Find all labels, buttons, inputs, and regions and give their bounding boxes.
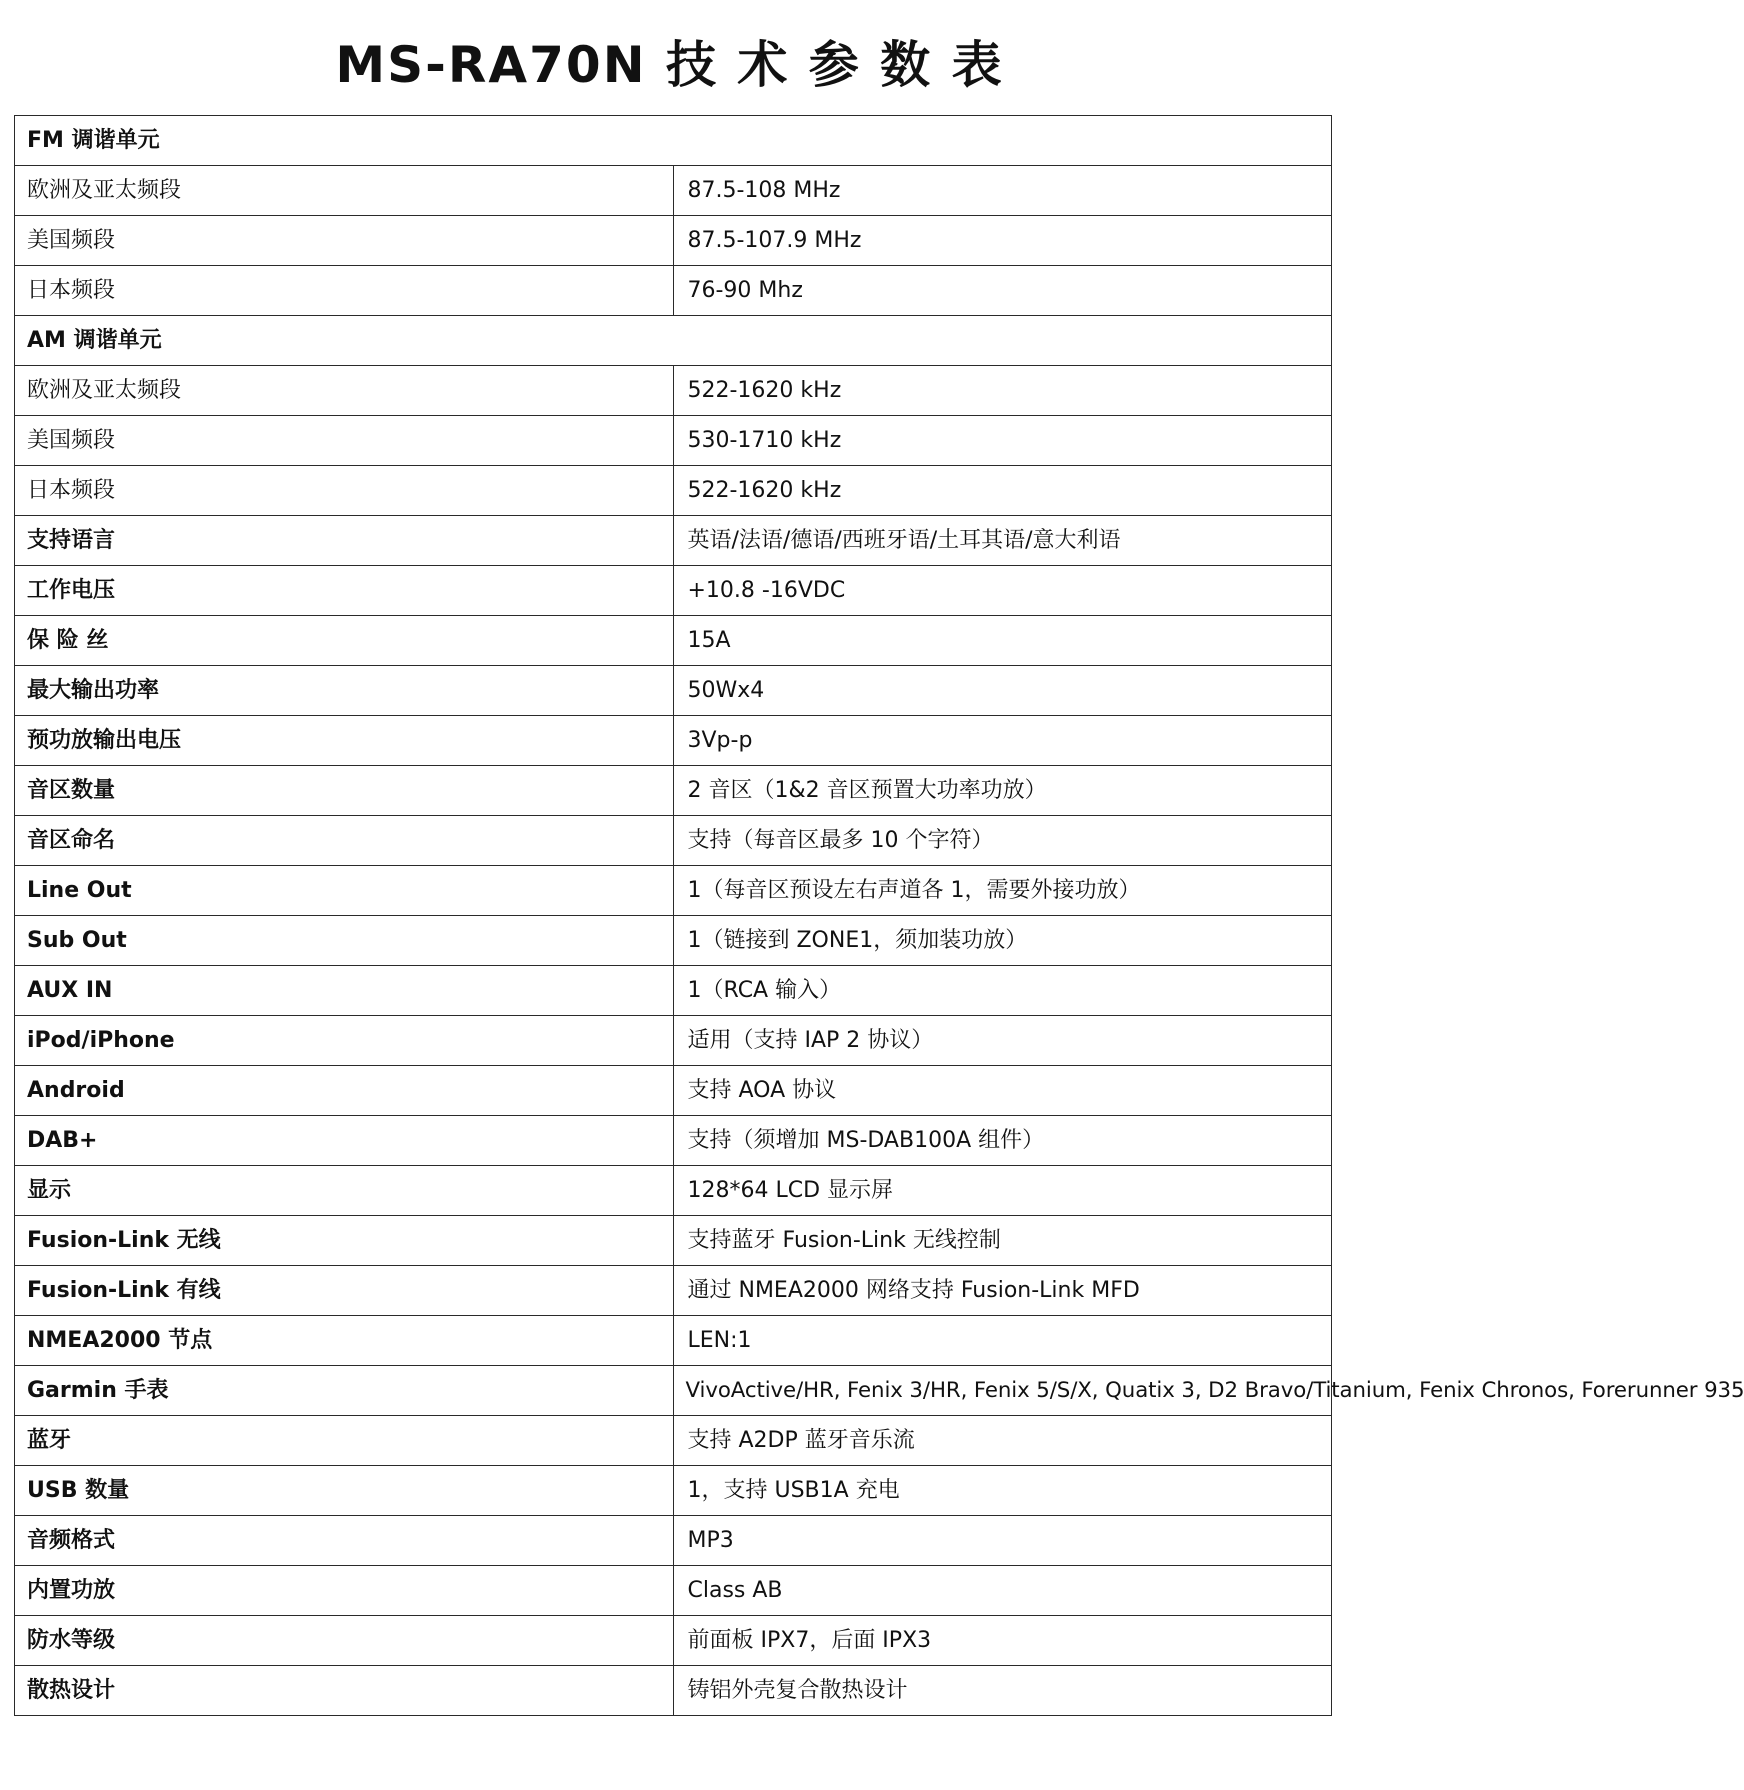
row-value: VivoActive/HR, Fenix 3/HR, Fenix 5/S/X, Quatix 3, D2 Bravo/Titanium, Fenix Chronos, Forerunner 935	[673, 1366, 1332, 1416]
row-value: 前面板 IPX7，后面 IPX3	[673, 1616, 1332, 1666]
page-title: MS-RA70N 技 术 参 数 表	[335, 36, 1004, 94]
row-label: NMEA2000 节点	[15, 1316, 674, 1366]
row-label: 蓝牙	[15, 1416, 674, 1466]
row-value: 英语/法语/德语/西班牙语/土耳其语/意大利语	[673, 516, 1332, 566]
table-row	[15, 816, 1332, 866]
table-row	[15, 516, 1332, 566]
row-value: +10.8 -16VDC	[673, 566, 1332, 616]
row-label: Android	[15, 1066, 674, 1116]
row-value: 50Wx4	[673, 666, 1332, 716]
table-row	[15, 1316, 1332, 1366]
row-value: 522-1620 kHz	[673, 366, 1332, 416]
row-value: 87.5-107.9 MHz	[673, 216, 1332, 266]
row-label: 预功放输出电压	[15, 716, 674, 766]
row-label: 最大输出功率	[15, 666, 674, 716]
table-row	[15, 1266, 1332, 1316]
row-value: 支持 A2DP 蓝牙音乐流	[673, 1416, 1332, 1466]
table-row	[15, 1616, 1332, 1666]
row-value: 15A	[673, 616, 1332, 666]
row-label: 工作电压	[15, 566, 674, 616]
table-row	[15, 1466, 1332, 1516]
row-value: 支持蓝牙 Fusion-Link 无线控制	[673, 1216, 1332, 1266]
table-row	[15, 1416, 1332, 1466]
row-value: 支持（每音区最多 10 个字符）	[673, 816, 1332, 866]
row-value: 通过 NMEA2000 网络支持 Fusion-Link MFD	[673, 1266, 1332, 1316]
row-label: Line Out	[15, 866, 674, 916]
table-row	[15, 666, 1332, 716]
table-row	[15, 116, 1332, 166]
spec-table	[14, 115, 1744, 1716]
row-label: 支持语言	[15, 516, 674, 566]
row-label: 日本频段	[15, 466, 674, 516]
table-row	[15, 1066, 1332, 1116]
row-label: 欧洲及亚太频段	[15, 366, 674, 416]
row-value: 3Vp-p	[673, 716, 1332, 766]
row-value: MP3	[673, 1516, 1332, 1566]
row-label: 防水等级	[15, 1616, 674, 1666]
row-label: Garmin 手表	[15, 1366, 674, 1416]
table-row	[15, 566, 1332, 616]
table-row	[15, 1216, 1332, 1266]
row-value: 1（每音区预设左右声道各 1，需要外接功放）	[673, 866, 1332, 916]
row-value: 522-1620 kHz	[673, 466, 1332, 516]
table-row	[15, 716, 1332, 766]
row-label: 散热设计	[15, 1666, 674, 1716]
row-label: 欧洲及亚太频段	[15, 166, 674, 216]
row-value: 适用（支持 IAP 2 协议）	[673, 1016, 1332, 1066]
row-label: 美国频段	[15, 216, 674, 266]
table-row	[15, 1016, 1332, 1066]
row-label: Fusion-Link 无线	[15, 1216, 674, 1266]
table-row	[15, 166, 1332, 216]
table-row	[15, 1566, 1332, 1616]
table-row	[15, 216, 1332, 266]
row-value: 1，支持 USB1A 充电	[673, 1466, 1332, 1516]
row-value: Class AB	[673, 1566, 1332, 1616]
row-value: 1（RCA 输入）	[673, 966, 1332, 1016]
row-label: USB 数量	[15, 1466, 674, 1516]
row-value: 支持（须增加 MS-DAB100A 组件）	[673, 1116, 1332, 1166]
row-label: 美国频段	[15, 416, 674, 466]
table-row	[15, 966, 1332, 1016]
row-value: 87.5-108 MHz	[673, 166, 1332, 216]
table-row	[15, 266, 1332, 316]
row-label: AUX IN	[15, 966, 674, 1016]
table-row	[15, 316, 1332, 366]
row-label: 音区数量	[15, 766, 674, 816]
row-label: iPod/iPhone	[15, 1016, 674, 1066]
table-row	[15, 866, 1332, 916]
table-row	[15, 766, 1332, 816]
table-row	[15, 366, 1332, 416]
row-label: 内置功放	[15, 1566, 674, 1616]
row-label: 音频格式	[15, 1516, 674, 1566]
row-value: 76-90 Mhz	[673, 266, 1332, 316]
row-value: 1（链接到 ZONE1，须加装功放）	[673, 916, 1332, 966]
table-row	[15, 916, 1332, 966]
row-value: 128*64 LCD 显示屏	[673, 1166, 1332, 1216]
table-row	[15, 416, 1332, 466]
row-label: DAB+	[15, 1116, 674, 1166]
row-value: 530-1710 kHz	[673, 416, 1332, 466]
table-row	[15, 1366, 1332, 1416]
row-label: 保 险 丝	[15, 616, 674, 666]
row-label: 显示	[15, 1166, 674, 1216]
row-value: LEN:1	[673, 1316, 1332, 1366]
row-label: 音区命名	[15, 816, 674, 866]
row-label: Sub Out	[15, 916, 674, 966]
table-row	[15, 1166, 1332, 1216]
section-header-am: AM 调谐单元	[15, 316, 1332, 366]
table-row	[15, 466, 1332, 516]
row-value: 铸铝外壳复合散热设计	[673, 1666, 1332, 1716]
table-row	[15, 1516, 1332, 1566]
row-label: 日本频段	[15, 266, 674, 316]
row-value: 2 音区（1&2 音区预置大功率功放）	[673, 766, 1332, 816]
table-row	[15, 1666, 1332, 1716]
table-row	[15, 1116, 1332, 1166]
table-row	[15, 616, 1332, 666]
row-label: Fusion-Link 有线	[15, 1266, 674, 1316]
section-header-fm: FM 调谐单元	[15, 116, 1332, 166]
row-value: 支持 AOA 协议	[673, 1066, 1332, 1116]
